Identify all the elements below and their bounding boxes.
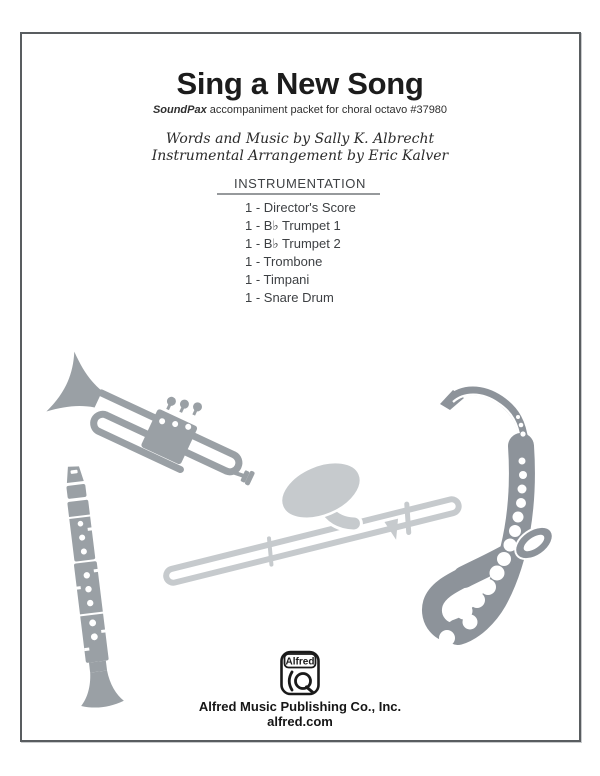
list-item: 1 - B♭ Trumpet 2 — [245, 236, 341, 251]
publisher-name: Alfred Music Publishing Co., Inc. — [198, 699, 402, 714]
credit-arrangement: Instrumental Arrangement by Eric Kalver — [151, 148, 449, 164]
saxophone-icon — [432, 390, 559, 646]
publisher-website: alfred.com — [267, 714, 333, 729]
list-item: 1 - Director's Score — [245, 200, 356, 215]
instrumentation-heading: INSTRUMENTATION — [233, 176, 366, 191]
soundpax-brand-label: SoundPax — [152, 104, 207, 116]
alfred-logo — [280, 650, 320, 697]
alfred-logo-text: Alfred — [285, 656, 315, 668]
list-item: 1 - Timpani — [245, 272, 310, 287]
clarinet-icon — [52, 463, 124, 709]
list-item: 1 - B♭ Trumpet 1 — [245, 218, 341, 233]
page-title: Sing a New Song — [176, 66, 424, 101]
list-item: 1 - Trombone — [245, 254, 323, 269]
subtitle-text: accompaniment packet for choral octavo #37980 — [206, 104, 448, 116]
credit-words-music: Words and Music by Sally K. Albrecht — [165, 131, 435, 147]
list-item: 1 - Snare Drum — [245, 290, 334, 305]
